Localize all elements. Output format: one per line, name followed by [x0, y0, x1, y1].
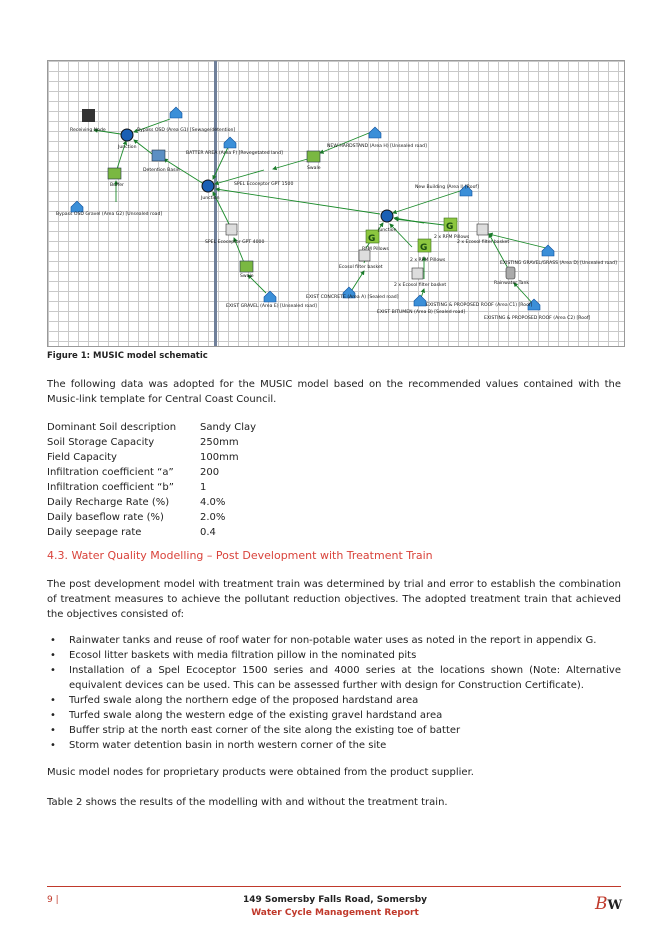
parameter-label: Soil Storage Capacity	[47, 437, 155, 448]
schematic-label: 2 x RFM Pillows	[410, 258, 446, 263]
parameter-value: 4.0%	[200, 497, 226, 508]
parameter-value: 1	[200, 482, 207, 493]
parameter-row	[47, 525, 256, 540]
parameter-value: 2.0%	[200, 512, 226, 523]
parameter-row	[47, 420, 256, 435]
schematic-label: 2 x RFM Pillows	[434, 235, 470, 240]
list-item: • Rainwater tanks and reuse of roof water for non-potable water uses as noted in the report in appendix G.	[50, 635, 597, 646]
schematic-label: Swale	[307, 166, 321, 171]
section-heading: 4.3. Water Quality Modelling – Post Development with Treatment Train	[47, 549, 433, 562]
schematic-label: Junction	[201, 196, 220, 201]
parameter-row	[47, 510, 256, 525]
schematic-label: BATTER AREA (Area F) [Revegetated land]	[186, 151, 283, 156]
schematic-label: Bypass OSD (Area G1) [Sewage/detention]	[137, 128, 236, 133]
list-item: • Turfed swale along the northern edge of the proposed hardstand area	[50, 695, 419, 706]
bullet-icon: •	[50, 695, 56, 706]
schematic-label: EXIST GRAVEL (Area E) [Unsealed road]	[226, 304, 317, 309]
schematic-diagram	[48, 61, 624, 346]
products-paragraph: Music model nodes for proprietary products were obtained from the product supplier.	[47, 767, 474, 778]
figure-caption: Figure 1: MUSIC model schematic	[47, 351, 208, 361]
schematic-label: Ecosol filter basket	[339, 265, 383, 270]
schematic-label: Bypass OSD Gravel (Area G2) [Unsealed road]	[56, 212, 163, 217]
schematic-label: EXIST CONCRETE (Area A) [Sealed road]	[306, 295, 399, 300]
schematic-label: RFM Pillows	[362, 247, 389, 252]
intro-paragraph: The following data was adopted for the MUSIC model based on the recommended values contained with the Music-link template for Central Coast Council.	[47, 379, 621, 405]
schematic-label: Buffer	[110, 183, 124, 188]
bullet-icon: •	[50, 740, 56, 751]
schematic-label: Rainwater Tank	[494, 281, 530, 286]
bullet-icon: •	[50, 725, 56, 736]
bullet-icon: •	[50, 665, 56, 676]
schematic-label: 2 x Ecosol filter basket	[394, 283, 447, 288]
footer-report-title: Water Cycle Management Report	[251, 908, 419, 918]
parameter-label: Dominant Soil description	[47, 422, 177, 433]
parameter-label: Infiltration coefficient “b”	[47, 482, 174, 493]
parameter-label: Daily seepage rate	[47, 527, 142, 538]
schematic-label: Receiving Node	[70, 128, 106, 133]
bullet-icon: •	[50, 710, 56, 721]
parameter-label: Field Capacity	[47, 452, 117, 463]
parameter-row	[47, 450, 256, 465]
list-item: • Turfed swale along the western edge of the existing gravel hardstand area	[50, 710, 443, 721]
parameter-value: Sandy Clay	[200, 422, 257, 433]
list-item: • Ecosol litter baskets with media filtration pillow in the nominated pits	[50, 650, 417, 661]
parameter-row	[47, 495, 256, 510]
schematic-label: Junction	[118, 145, 137, 150]
list-item: • Buffer strip at the north east corner of the site along the existing toe of batter	[50, 725, 461, 736]
schematic-label: NEW HARDSTAND (Area H) [Unsealed road]	[327, 144, 427, 149]
schematic-label: EXISTING GRAVEL/GRASS (Area D) [Unsealed road]	[500, 261, 617, 266]
schematic-label: EXISTING & PROPOSED ROOF (Area C1) [Roof]	[426, 303, 533, 308]
table-reference-paragraph: Table 2 shows the results of the modelling with and without the treatment train.	[47, 797, 448, 808]
footer-address: 149 Somersby Falls Road, Somersby	[242, 895, 428, 905]
logo-letter-b: B	[595, 894, 608, 914]
schematic-nodes	[71, 107, 554, 310]
company-logo	[595, 894, 622, 914]
logo-letter-w: W	[607, 898, 623, 913]
schematic-label: Detention Basin	[143, 168, 180, 173]
schematic-label: SPEL Ecoceptor GPT 1500	[234, 182, 294, 187]
schematic-label: SPEL Ecoceptor GPT 4000	[205, 240, 265, 245]
svg-text:G: G	[446, 222, 454, 232]
schematic-label: EXIST BITUMEN (Area B) [Sealed road]	[377, 310, 466, 315]
bullet-icon: •	[50, 650, 56, 661]
list-item: • Storm water detention basin in north western corner of the site	[50, 740, 387, 751]
parameter-value: 250mm	[200, 437, 239, 448]
schematic-label: Junction	[378, 228, 397, 233]
footer-divider	[47, 886, 621, 887]
parameter-label: Daily baseflow rate (%)	[47, 512, 164, 523]
parameter-row	[47, 435, 256, 450]
svg-text:G: G	[368, 234, 376, 244]
treatment-list	[47, 633, 621, 753]
parameter-value: 0.4	[200, 527, 216, 538]
parameter-value: 200	[200, 467, 220, 478]
parameter-label: Daily Recharge Rate (%)	[47, 497, 170, 508]
music-model-schematic	[47, 60, 625, 347]
treatment-paragraph: The post development model with treatment train was determined by trial and error to establish the combination of treatment measures to achieve the pollutant reduction objectives. The adopted treatment train that achieved the objectives consisted of:	[47, 579, 621, 620]
svg-text:G: G	[420, 243, 428, 253]
schematic-label: Swale	[240, 274, 254, 279]
page-number: 9 |	[47, 895, 59, 905]
parameter-row	[47, 480, 256, 495]
parameter-row	[47, 465, 256, 480]
parameter-table	[47, 420, 256, 540]
parameter-value: 100mm	[200, 452, 239, 463]
schematic-label: 2 x Ecosol filter basket	[457, 240, 510, 245]
schematic-label: EXISTING & PROPOSED ROOF (Area C2) [Roof]	[484, 316, 591, 321]
schematic-labels	[56, 127, 617, 321]
list-item: • Installation of a Spel Ecoceptor 1500 series and 4000 series at the locations shown (Note: Alternative equivalent devices can be used. This can be assessed further with design for Construction Certificate).	[50, 665, 621, 691]
bullet-icon: •	[50, 635, 56, 646]
parameter-label: Infiltration coefficient “a”	[47, 467, 174, 478]
schematic-label: New Building (Area I) [Roof]	[415, 185, 479, 190]
